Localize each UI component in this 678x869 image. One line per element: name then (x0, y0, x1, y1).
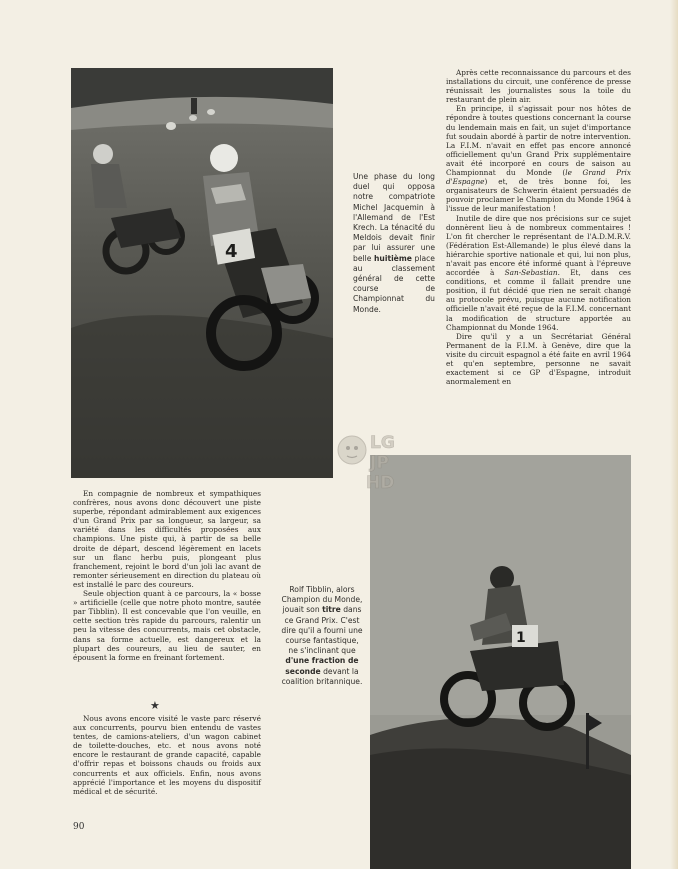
caption-text: place au classement général de cette course de Championnat du Monde. (353, 253, 435, 314)
watermark-logo (336, 428, 400, 494)
article-paragraph (446, 214, 631, 332)
svg-text:4: 4 (225, 241, 238, 262)
article-paragraph (446, 104, 631, 213)
svg-text:LG: LG (370, 433, 395, 453)
svg-text:HD: HD (366, 473, 395, 493)
caption-text: dans ce Grand Prix. C'est dire qu'il a fourni une course fantastique, ne s'inclinant que (281, 605, 363, 656)
article-paragraph: Nous avons encore visité le vaste parc réservé aux concurrents, pourvu bien entendu de vastes tentes, de camions-ateliers, d'un wagon cabinet de toilette-douches, etc. et nous avons noté encore le restaurant de grande capacité, capable d'offrir repas et boissons chauds ou froids aux concurrents et aux officiels. Enfin, nous avons apprécié l'importance et les moyens du dispositif médical et de sécurité. (73, 714, 261, 796)
page-number: 90 (73, 822, 85, 832)
paragraph-italic: San-Sebastian (504, 268, 558, 278)
article-column-left-lower (73, 714, 261, 796)
photo-motocross-duel (71, 68, 333, 478)
svg-text:JP: JP (370, 453, 389, 473)
photo-caption-duel (353, 172, 435, 315)
article-paragraph: Dire qu'il y a un Secrétariat Général Permanent de la F.I.M. à Genève, dire que la visite du circuit espagnol a été faite en avril 1964 et qu'en septembre, personne ne savait exactement si ce GP d'Espagne, introduit anormalement en (446, 331, 631, 387)
article-paragraph: Après cette reconnaissance du parcours et des installations du circuit, une conférence de presse réunissait les journalistes sous la toile du restaurant de plein air. (446, 68, 631, 105)
page-edge (670, 0, 678, 869)
paragraph-italic: le Grand Prix d'Espagne (446, 168, 631, 187)
section-separator: ★ (150, 699, 160, 712)
caption-emphasis: titre (322, 605, 341, 615)
caption-emphasis: huitième (374, 253, 412, 263)
article-column-right (446, 68, 631, 386)
article-paragraph: En compagnie de nombreux et sympathiques confrères, nous avons donc découvert une piste superbe, répondant admirablement aux exigences d'un Grand Prix par sa longueur, sa largeur, sa variété dans les difficultés proposées aux champions. Une piste qui, à partir de sa belle droite de départ, descend légèrement en lacets sur un flanc herbu puis, plongeant plus franchement, rejoint le bord d'un joli lac avant de remonter sérieusement en direction du plateau où est installé le parc des coureurs. (73, 489, 261, 589)
caption-text: Une phase du long duel qui opposa notre compatriote Michel Jacquemin à l'Allemand de l'Est Krech. La ténacité du Meldois devait finir par lui assurer une belle (353, 172, 435, 263)
photo-tibblin-jump (370, 455, 631, 869)
photo-caption-tibblin (280, 585, 364, 687)
paragraph-text: Inutile de dire que nos précisions sur ce sujet donnèrent lieu à de nombreux commentaires ! L'on fit chercher le représentant de l'A.D.M.R.V. (Fédération Est-Allemande) le plus élevé dans la hiérarchie sportive nationale et qui, lui non plus, n'avait pas encore été informé quant à l'épreuve accordée à (446, 213, 631, 278)
paragraph-text: ) et, de très bonne foi, les organisateurs de Schwerin étaient persuadés de pouvoir proclamer le Champion du Monde 1964 à l'issue de leur manifestation ! (446, 177, 631, 214)
paragraph-text: . Et, dans ces conditions, et comme il fallait prendre une position, il fut décidé que rien ne serait changé au protocole prévu, puisque aucune notification officielle n'avait été reçue de la F.I.M. concernant la modification de structure apportée au Championnat du Monde 1964. (446, 268, 631, 332)
paragraph-text: En principe, il s'agissait pour nos hôtes de répondre à toutes questions concernant la course du lendemain mais en fait, un sujet d'importance fut soudain abordé à partir de notre intervention. La F.I.M. n'avait en effet pas encore annoncé officiellement qu'un Grand Prix supplémentaire avait été incorporé en cours de saison au Championnat du Monde ( (446, 104, 631, 178)
caption-text: Rolf Tibblin, alors Champion du Monde, jouait son (281, 585, 363, 615)
caption-text: devant la coalition britannique. (281, 666, 363, 686)
article-column-left (73, 489, 261, 662)
caption-emphasis: d'une fraction de seconde (285, 656, 359, 676)
svg-text:1: 1 (516, 630, 526, 646)
article-paragraph: Seule objection quant à ce parcours, la « bosse » artificielle (celle que notre photo montre, sautée par Tibblin). Il est concevable que l'on veuille, en cette section très rapide du parcours, ralentir un peu la vitesse des concurrents, mais cet obstacle, dans sa forme actuelle, est dangereux et la plupart des coureurs, au lieu de sauter, en épousent la forme en freinant fortement. (73, 589, 261, 662)
